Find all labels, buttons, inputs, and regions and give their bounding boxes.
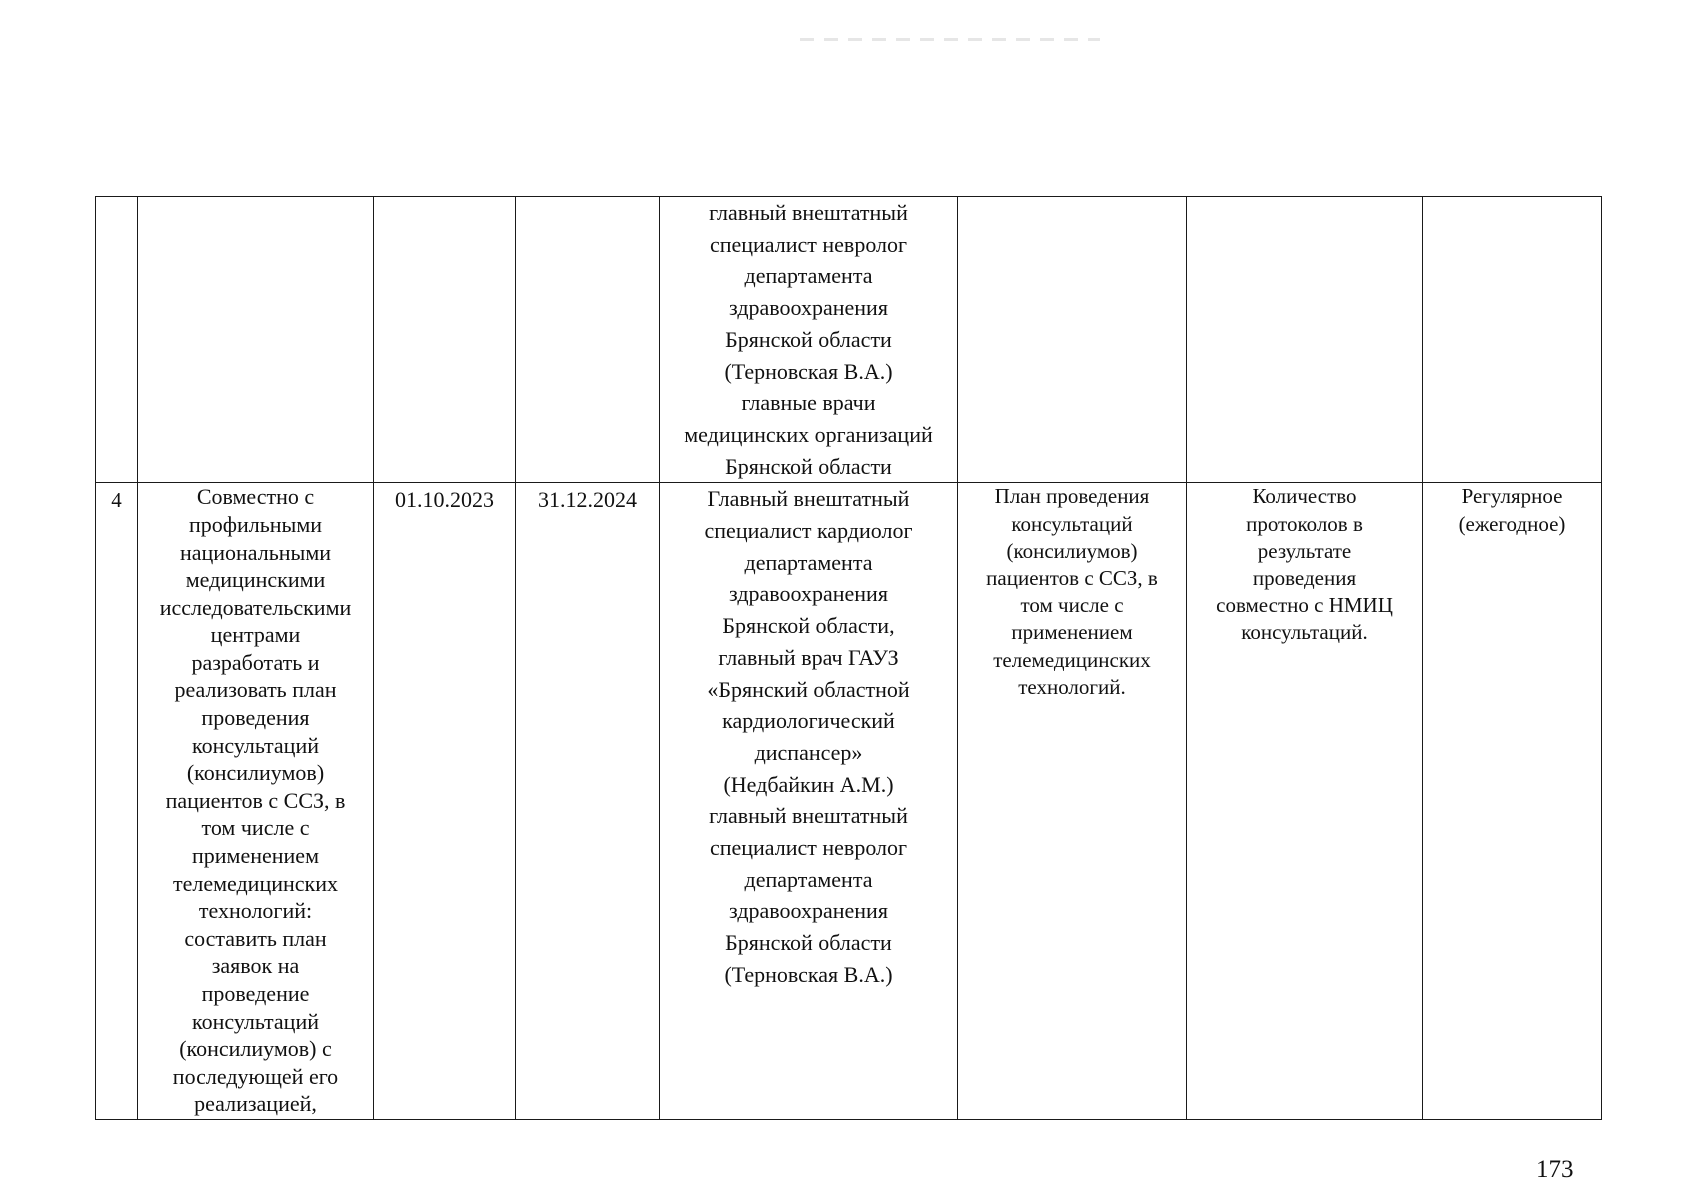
expected-result: План проведения консультаций (консилиумов) пациентов с ССЗ, в том числе с применением телемедицинских технологий. [986,484,1158,699]
result-indicator: Количество протоколов в результате проведения совместно с НМИЦ консультаций. [1216,484,1393,645]
indicator-cell [1187,483,1423,1120]
periodicity: Регулярное (ежегодное) [1458,484,1566,536]
end-date: 31.12.2024 [538,487,637,513]
description-cell [138,483,374,1120]
responsible-cell [660,483,958,1120]
table-row-continuation [96,197,1602,483]
row-number: 4 [111,488,122,513]
page-number: 173 [1536,1156,1574,1183]
start-date-cell [374,197,516,483]
description-cell [138,197,374,483]
activity-description: Совместно с профильными национальными медицинскими исследовательскими центрами разработать и реализовать план проведения консультаций (консилиумов) пациентов с ССЗ, в том числе с применением телемедицинских технологий: составить план заявок на проведение консультаций (консилиумов) с последующей его реализацией, [159,484,352,1117]
periodicity-cell [1423,483,1602,1120]
result-cell [958,197,1187,483]
responsible-text: Главный внештатный специалист кардиолог департамента здравоохранения Брянской области, главный врач ГАУЗ «Брянский областной кардиологический диспансер» (Недбайкин А.М.) главный внештатный специалист невролог департамента здравоохранения Брянской области (Терновская В.А.) [704,486,913,987]
end-date-cell [516,483,660,1120]
end-date-cell [516,197,660,483]
start-date: 01.10.2023 [395,487,494,513]
table-row [96,483,1602,1120]
responsible-cell [660,197,958,483]
periodicity-cell [1423,197,1602,483]
start-date-cell [374,483,516,1120]
activity-plan-table [95,196,1602,1120]
indicator-cell [1187,197,1423,483]
number-cell [96,483,138,1120]
result-cell [958,483,1187,1120]
responsible-text: главный внештатный специалист невролог департамента здравоохранения Брянской области (Терновская В.А.) главные врачи медицинских организаций Брянской области [684,200,933,479]
faded-header-text [800,38,1100,41]
number-cell [96,197,138,483]
